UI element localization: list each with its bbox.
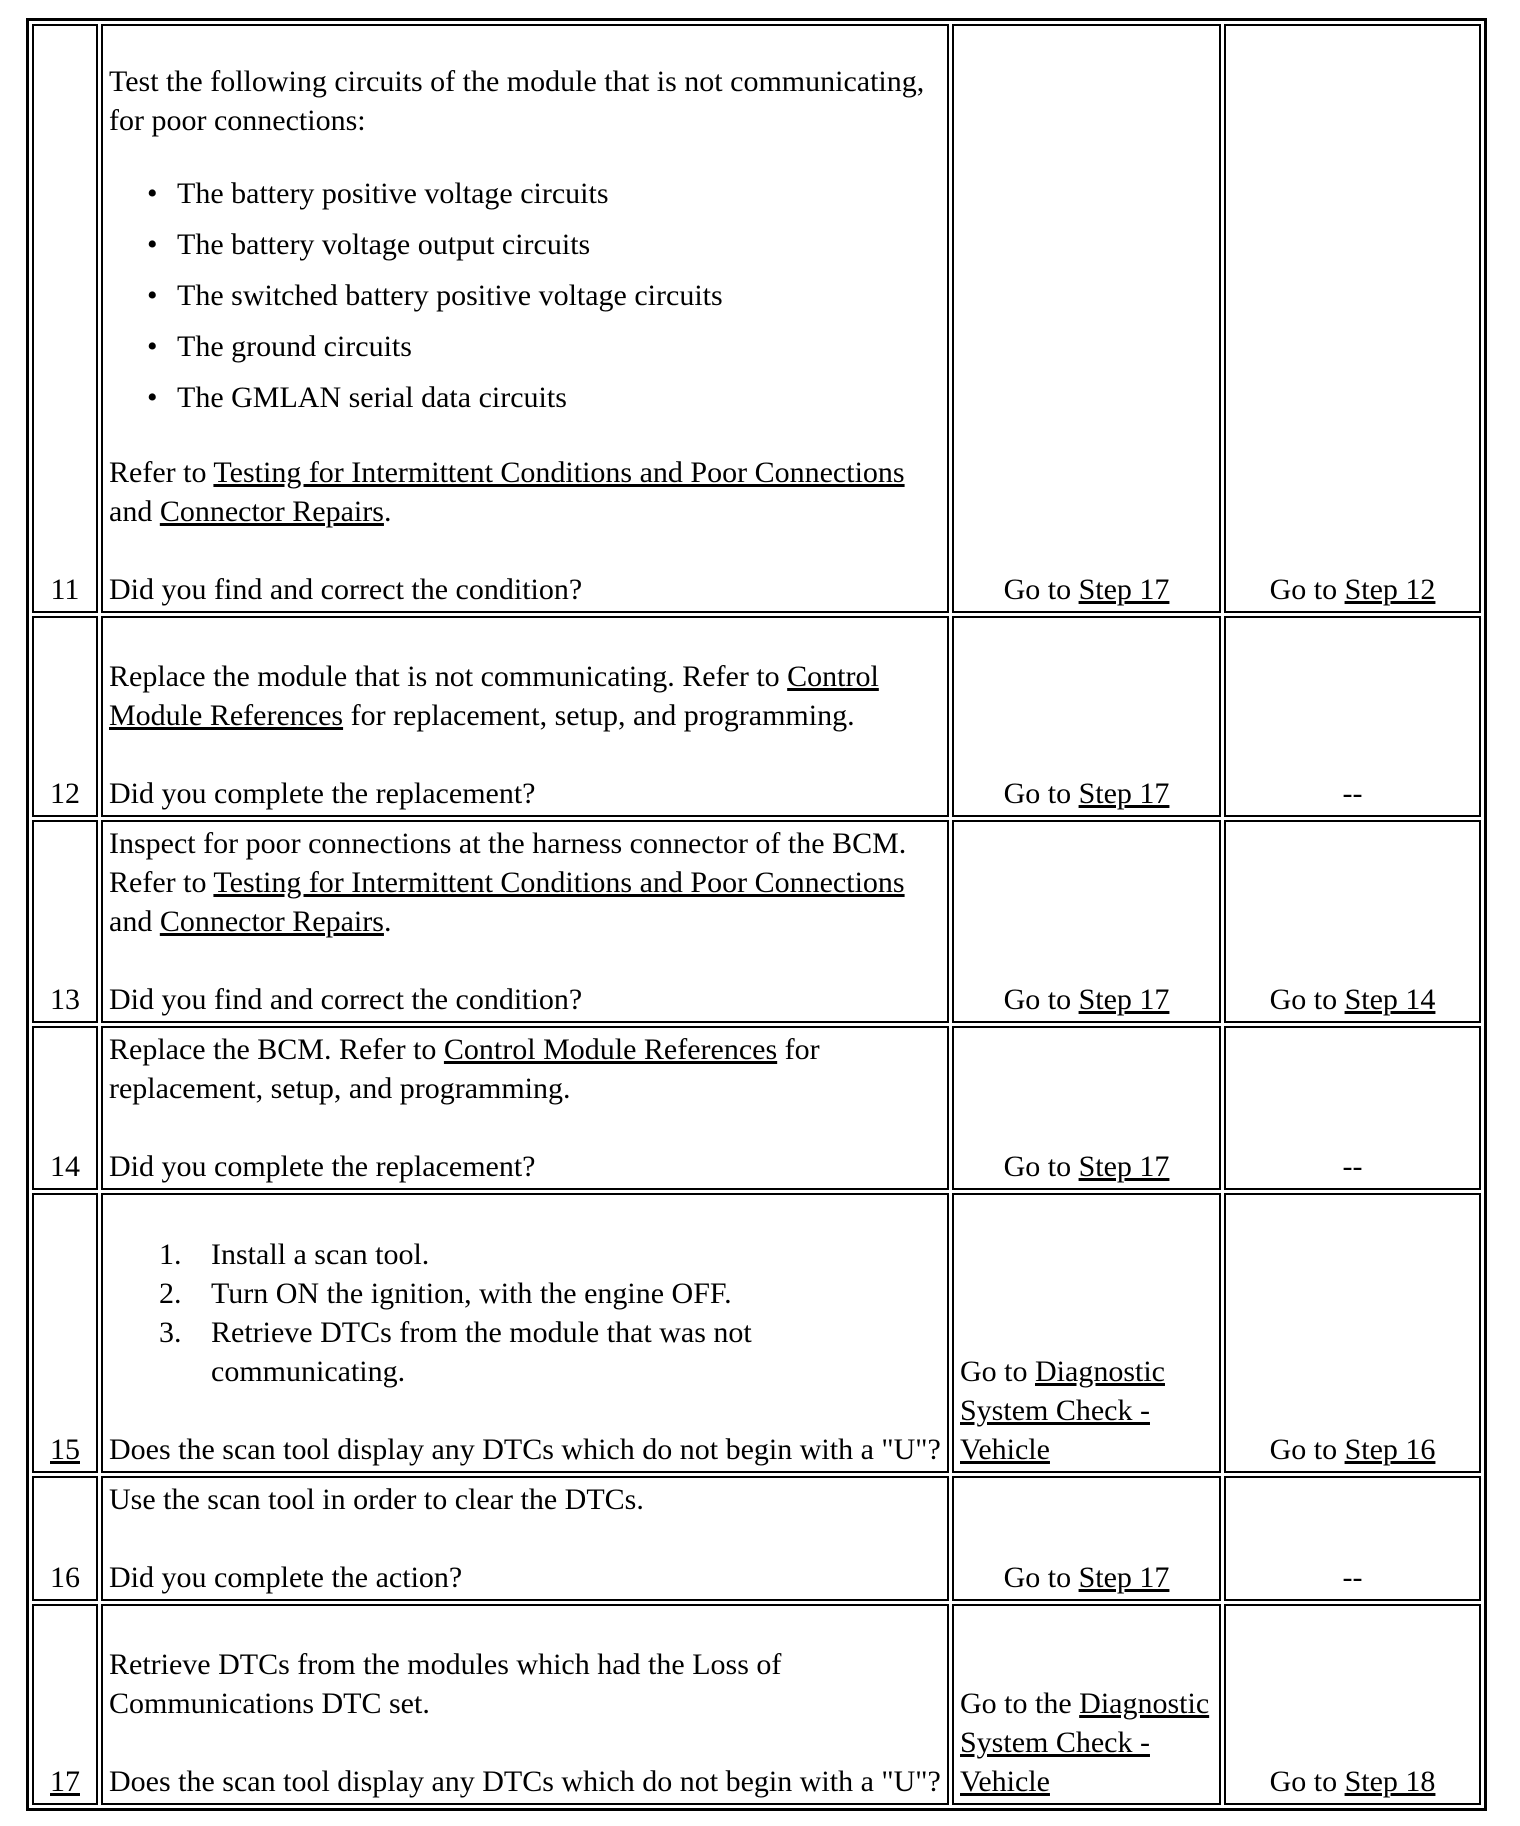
step-question: Did you find and correct the condition? [109,573,583,606]
yes-cell: Go to Diagnostic System Check - Vehicle [952,1193,1221,1473]
step-number [32,1604,98,1805]
list-item: 3. Retrieve DTCs from the module that was not communicating. [159,1316,752,1388]
go-to-step-17-link[interactable]: Step 17 [1078,1561,1170,1594]
control-module-references-link[interactable]: Control Module References [443,1033,778,1066]
step-number: 16 [32,1476,98,1601]
yes-cell: Go to Step 17 [952,1026,1221,1190]
step-question: Did you complete the replacement? [109,777,536,810]
table-row [32,1476,1481,1601]
bullet-icon: • [147,279,158,312]
table-row [32,1026,1481,1190]
yes-cell: Go to Step 17 [952,616,1221,817]
diagnostic-system-check-link[interactable]: Diagnostic System Check - Vehicle [960,1687,1210,1798]
step-question: Did you complete the action? [109,1561,463,1594]
list-item: • The battery voltage output circuits [143,219,941,270]
list-item: • The switched battery positive voltage circuits [143,270,941,321]
connector-repairs-link[interactable]: Connector Repairs [159,905,384,938]
step-number: 11 [32,24,98,613]
refer-text: Refer to Testing for Intermittent Conditions and Poor Connections and Connector Repairs. [109,456,905,528]
no-cell: Go to Step 18 [1224,1604,1481,1805]
action-cell [101,1193,949,1473]
yes-cell: Go to the Diagnostic System Check - Vehicle [952,1604,1221,1805]
go-to-step-17-link[interactable]: Step 17 [1078,777,1170,810]
step-question: Does the scan tool display any DTCs which do not begin with a "U"? [109,1765,941,1798]
table-row [32,820,1481,1023]
go-to-step-17-link[interactable]: Step 17 [1078,983,1170,1016]
list-item: 2. Turn ON the ignition, with the engine OFF. [159,1277,732,1310]
no-cell: -- [1224,1026,1481,1190]
no-cell: -- [1224,1476,1481,1601]
yes-cell: Go to Step 17 [952,820,1221,1023]
list-item: • The ground circuits [143,321,941,372]
table-row [32,616,1481,817]
step-intro: Test the following circuits of the module that is not communicating, for poor connections: [109,65,925,137]
action-cell [101,24,949,613]
step-instruction: Retrieve DTCs from the modules which had the Loss of Communications DTC set. [109,1648,782,1720]
step-question: Did you complete the replacement? [109,1150,536,1183]
table-row [32,24,1481,613]
table-row [32,1193,1481,1473]
step-instruction: Use the scan tool in order to clear the DTCs. [109,1483,644,1516]
list-item: 1. Install a scan tool. [159,1238,430,1271]
circuit-list [143,168,941,423]
list-item: • The GMLAN serial data circuits [143,372,941,423]
step-17-link[interactable]: 17 [50,1765,80,1798]
yes-cell: Go to Step 17 [952,1476,1221,1601]
action-cell [101,616,949,817]
bullet-icon: • [147,228,158,261]
action-cell [101,1476,949,1601]
go-to-step-18-link[interactable]: Step 18 [1344,1765,1436,1798]
intermittent-conditions-link[interactable]: Testing for Intermittent Conditions and Poor Connections [213,866,905,899]
go-to-step-17-link[interactable]: Step 17 [1078,573,1170,606]
bullet-icon: • [147,381,158,414]
list-item: • The battery positive voltage circuits [143,168,941,219]
no-cell: Go to Step 14 [1224,820,1481,1023]
action-cell [101,820,949,1023]
no-cell: Go to Step 16 [1224,1193,1481,1473]
intermittent-conditions-link[interactable]: Testing for Intermittent Conditions and Poor Connections [213,456,905,489]
diagnostic-system-check-link[interactable]: Diagnostic System Check - Vehicle [960,1355,1165,1466]
bullet-icon: • [147,330,158,363]
no-cell: Go to Step 12 [1224,24,1481,613]
go-to-step-17-link[interactable]: Step 17 [1078,1150,1170,1183]
yes-cell: Go to Step 17 [952,24,1221,613]
connector-repairs-link[interactable]: Connector Repairs [159,495,384,528]
step-instruction: Inspect for poor connections at the harness connector of the BCM. Refer to Testing for Intermittent Conditions and Poor Connections and Connector Repairs. [109,827,907,938]
diagnostic-table [26,18,1487,1811]
go-to-step-16-link[interactable]: Step 16 [1344,1433,1436,1466]
step-15-link[interactable]: 15 [50,1433,80,1466]
step-number: 13 [32,820,98,1023]
action-cell [101,1604,949,1805]
step-instruction: Replace the module that is not communicating. Refer to Control Module References for replacement, setup, and programming. [109,660,879,732]
step-instruction: Replace the BCM. Refer to Control Module References for replacement, setup, and programming. [109,1033,820,1105]
step-number: 12 [32,616,98,817]
action-cell [101,1026,949,1190]
step-question: Does the scan tool display any DTCs which do not begin with a "U"? [109,1433,941,1466]
bullet-icon: • [147,177,158,210]
go-to-step-14-link[interactable]: Step 14 [1344,983,1436,1016]
table-row [32,1604,1481,1805]
control-module-references-link[interactable]: Control Module References [109,660,879,732]
document-page [26,18,1484,1811]
step-number [32,1193,98,1473]
go-to-step-12-link[interactable]: Step 12 [1344,573,1436,606]
step-number: 14 [32,1026,98,1190]
procedure-list [159,1235,941,1391]
step-question: Did you find and correct the condition? [109,983,583,1016]
no-cell: -- [1224,616,1481,817]
